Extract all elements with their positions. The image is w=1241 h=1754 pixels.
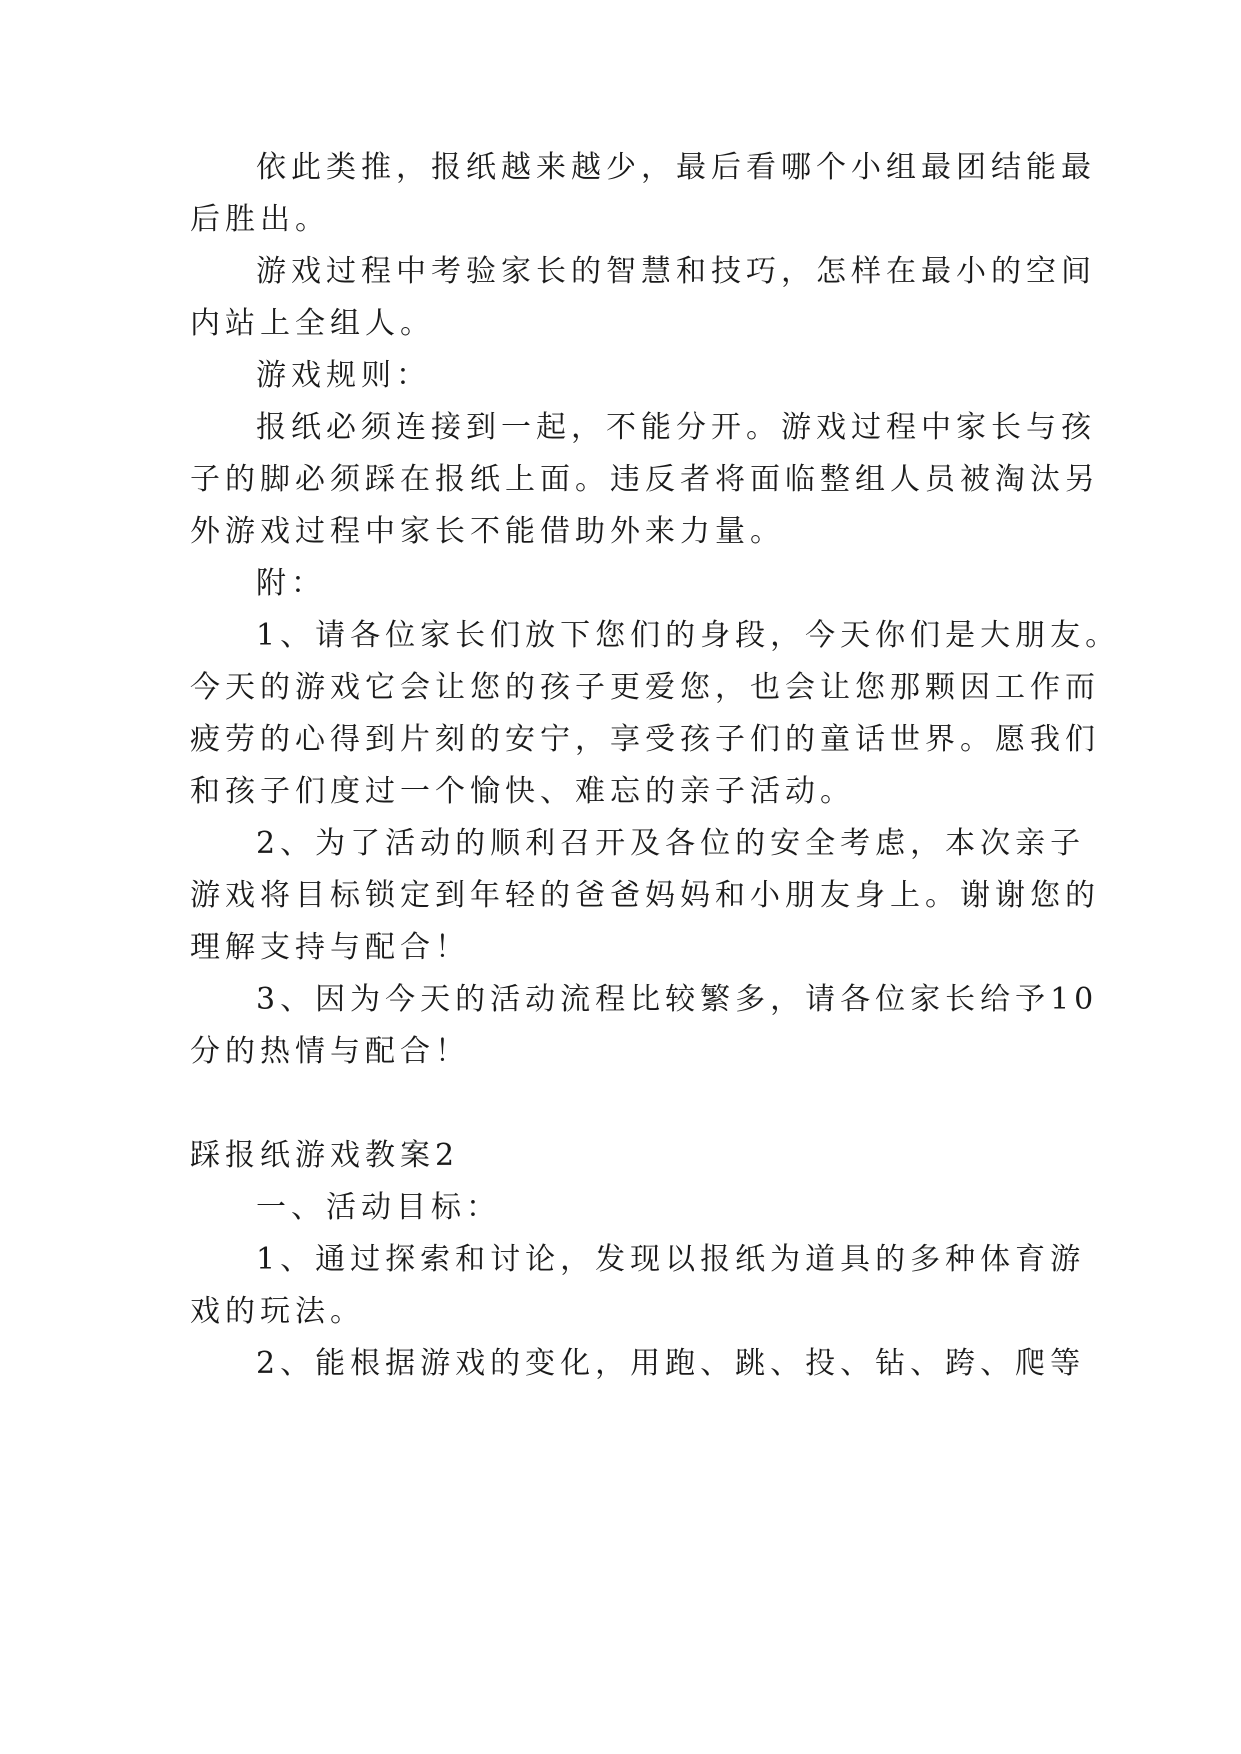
paragraph-line: 疲劳的心得到片刻的安宁，享受孩子们的童话世界。愿我们 [190, 722, 1100, 757]
paragraph-line: 2、为了活动的顺利召开及各位的安全考虑，本次亲子 [256, 826, 1086, 861]
paragraph-line: 1、通过探索和讨论，发现以报纸为道具的多种体育游 [256, 1242, 1086, 1277]
paragraph-line: 分的热情与配合！ [190, 1034, 470, 1069]
paragraph-line: 报纸必须连接到一起，不能分开。游戏过程中家长与孩 [256, 410, 1096, 445]
section-label-rules: 游戏规则： [256, 358, 431, 393]
paragraph-line: 子的脚必须踩在报纸上面。违反者将面临整组人员被淘汰另 [190, 462, 1100, 497]
paragraph-line: 今天的游戏它会让您的孩子更爱您，也会让您那颗因工作而 [190, 670, 1100, 705]
section-heading: 踩报纸游戏教案2 [190, 1138, 460, 1173]
subheading-objectives: 一、活动目标： [256, 1190, 501, 1225]
paragraph-line: 戏的玩法。 [190, 1294, 365, 1329]
paragraph-line: 内站上全组人。 [190, 306, 435, 341]
paragraph-line: 3、因为今天的活动流程比较繁多，请各位家长给予10 [256, 982, 1099, 1017]
paragraph-line: 2、能根据游戏的变化，用跑、跳、投、钻、跨、爬等 [256, 1346, 1086, 1381]
paragraph-line: 1、请各位家长们放下您们的身段，今天你们是大朋友。 [256, 618, 1121, 653]
paragraph-line: 依此类推，报纸越来越少，最后看哪个小组最团结能最 [256, 150, 1096, 185]
paragraph-line: 外游戏过程中家长不能借助外来力量。 [190, 514, 785, 549]
section-label-appendix: 附： [256, 566, 326, 601]
paragraph-line: 理解支持与配合！ [190, 930, 470, 965]
paragraph-line: 游戏将目标锁定到年轻的爸爸妈妈和小朋友身上。谢谢您的 [190, 878, 1100, 913]
paragraph-line: 和孩子们度过一个愉快、难忘的亲子活动。 [190, 774, 855, 809]
paragraph-line: 后胜出。 [190, 202, 330, 237]
paragraph-line: 游戏过程中考验家长的智慧和技巧，怎样在最小的空间 [256, 254, 1096, 289]
